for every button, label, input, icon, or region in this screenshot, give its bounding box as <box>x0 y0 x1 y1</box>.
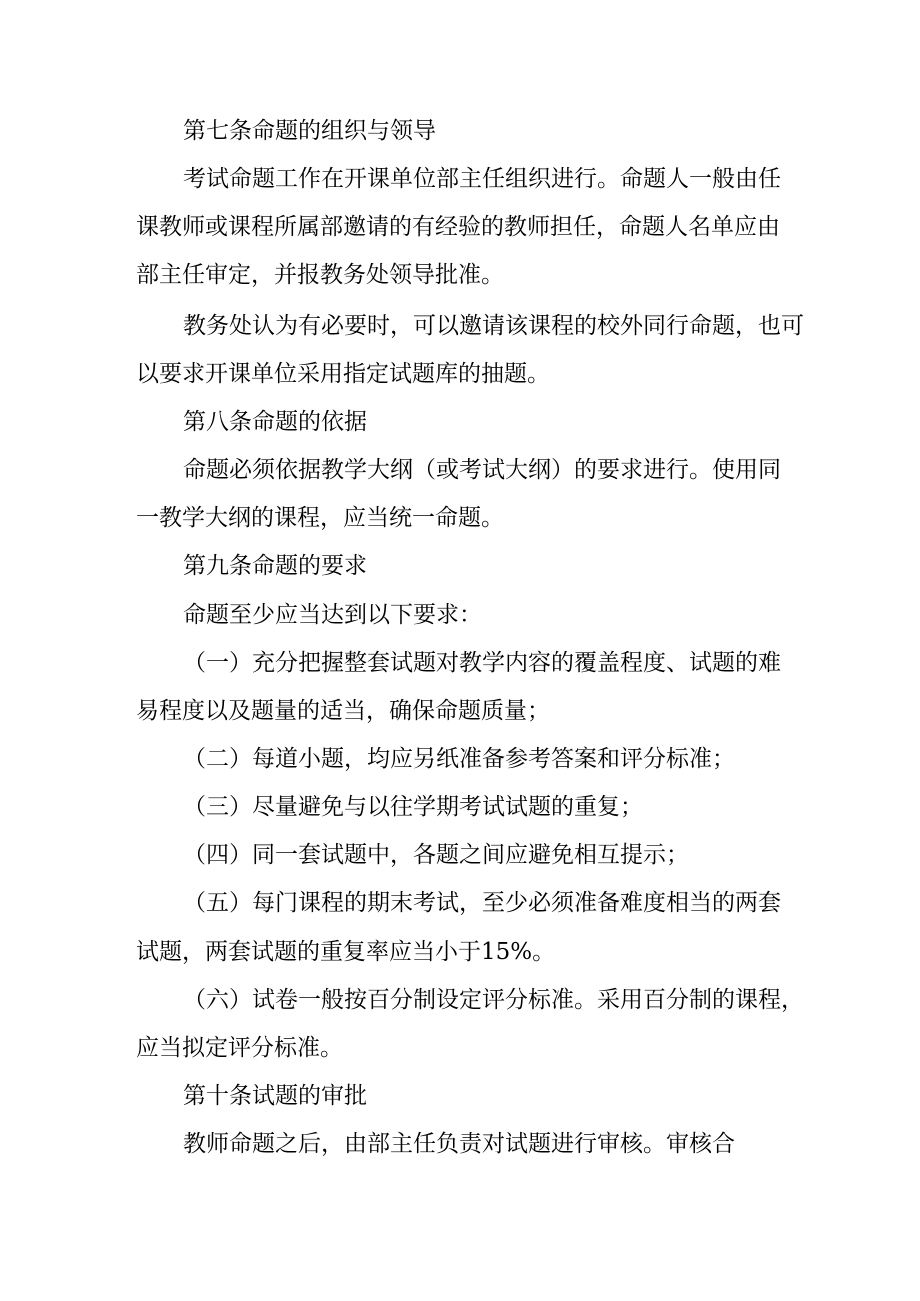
list-item-continuation: 试题，两套试题的重复率应当小于15%。 <box>136 939 556 965</box>
list-item: （六）试卷一般按百分制设定评分标准。采用百分制的课程， <box>183 987 804 1013</box>
paragraph-line: 教务处认为有必要时，可以邀请该课程的校外同行命题，也可 <box>183 313 804 339</box>
list-item: （二）每道小题，均应另纸准备参考答案和评分标准； <box>183 746 735 772</box>
paragraph-line: 考试命题工作在开课单位部主任组织进行。命题人一般由任 <box>183 166 781 192</box>
paragraph-line: 以要求开课单位采用指定试题库的抽题。 <box>136 361 550 387</box>
list-item: （一）充分把握整套试题对教学内容的覆盖程度、试题的难 <box>183 650 781 676</box>
heading-article-7: 第七条命题的组织与领导 <box>183 118 436 144</box>
heading-article-8: 第八条命题的依据 <box>183 409 367 435</box>
heading-article-9: 第九条命题的要求 <box>183 553 367 579</box>
paragraph-line: 一教学大纲的课程，应当统一命题。 <box>136 505 504 531</box>
paragraph-line: 部主任审定，并报教务处领导批准。 <box>136 262 504 288</box>
heading-article-10: 第十条试题的审批 <box>183 1083 367 1109</box>
list-item: （四）同一套试题中，各题之间应避免相互提示； <box>183 842 689 868</box>
paragraph-line: 课教师或课程所属部邀请的有经验的教师担任，命题人名单应由 <box>136 214 780 240</box>
paragraph-line: 教师命题之后，由部主任负责对试题进行审核。审核合 <box>183 1131 735 1157</box>
list-item-continuation: 易程度以及题量的适当，确保命题质量； <box>136 698 550 724</box>
list-item: （三）尽量避免与以往学期考试试题的重复； <box>183 794 643 820</box>
list-item-continuation: 应当拟定评分标准。 <box>136 1035 343 1061</box>
paragraph-line: 命题至少应当达到以下要求： <box>183 602 482 628</box>
list-item: （五）每门课程的期末考试，至少必须准备难度相当的两套 <box>183 890 781 916</box>
paragraph-line: 命题必须依据教学大纲（或考试大纲）的要求进行。使用同 <box>183 457 781 483</box>
